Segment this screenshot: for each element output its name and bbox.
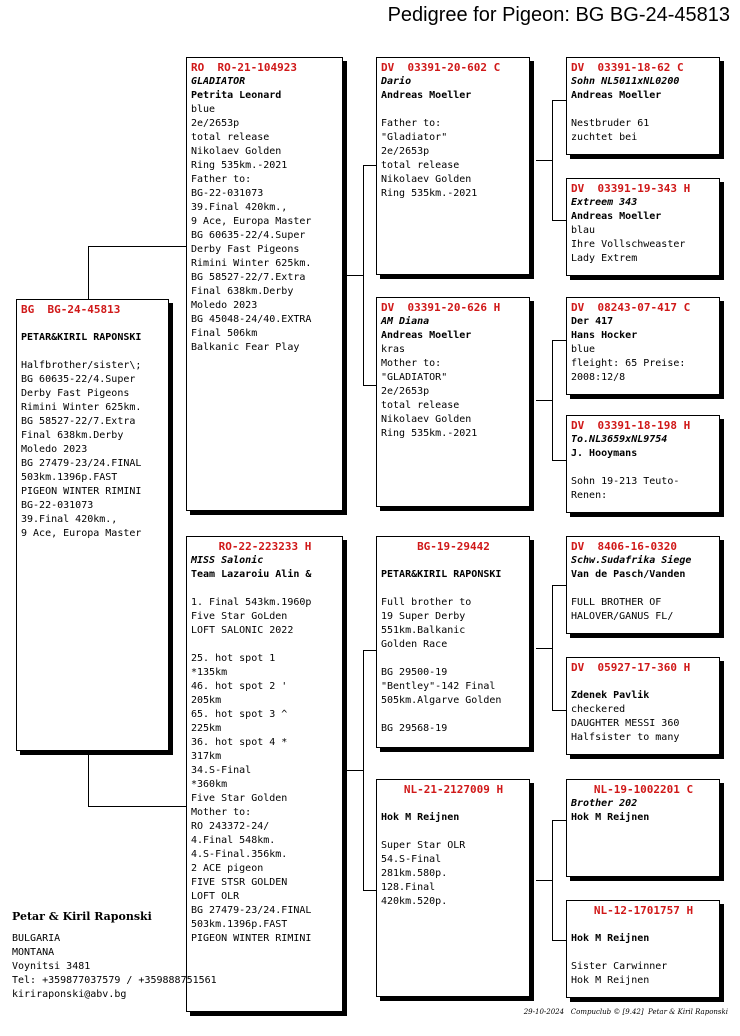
note-line: Sister Carwinner [571, 961, 668, 972]
breeder-name: Hok M Reijnen [571, 933, 650, 944]
note-line: Moledo 2023 [191, 300, 258, 311]
breeder-name: Van de Pasch/Vanden [571, 569, 686, 580]
breeder-name: Hans Hocker [571, 330, 638, 341]
note-line [571, 946, 716, 960]
note-line: checkered [571, 704, 626, 715]
great-grandparent-card[interactable] [566, 900, 720, 998]
great-grandparent-card[interactable] [566, 536, 720, 634]
note-line: BG-22-031073 [21, 500, 94, 511]
note-line [381, 582, 526, 596]
note-line: Ring 535km.-2021 [381, 428, 478, 439]
great-grandparent-card[interactable] [566, 57, 720, 155]
note-line: Nikolaev Golden [381, 414, 472, 425]
note-line: Final 638km.Derby [191, 286, 294, 297]
note-line: PIGEON WINTER RIMINI [21, 486, 142, 497]
note-line: 9 Ace, Europa Master [191, 216, 312, 227]
breeder-name: PETAR&KIRIL RAPONSKI [21, 332, 142, 343]
note-line: blue [571, 344, 596, 355]
note-line: MONTANA [12, 947, 55, 958]
connector [363, 890, 376, 891]
note-line: 4.Final 548km. [191, 835, 276, 846]
note-line: 34.S-Final [191, 765, 252, 776]
breeder-name: Petrita Leonard [191, 90, 282, 101]
note-line: 9 Ace, Europa Master [21, 528, 142, 539]
breeder-name: Andreas Moeller [571, 211, 662, 222]
note-line: BG-22-031073 [191, 188, 264, 199]
connector [536, 400, 552, 401]
note-line [571, 582, 716, 596]
pigeon-notes [381, 582, 526, 736]
grandfather-maternal-card[interactable] [376, 536, 530, 748]
great-grandparent-card[interactable] [566, 657, 720, 755]
note-line: total release [381, 160, 460, 171]
pigeon-notes [571, 224, 716, 266]
note-line: 420km.520p. [381, 896, 448, 907]
note-line [381, 825, 526, 839]
note-line: Nestbruder 61 [571, 118, 650, 129]
connector [345, 275, 363, 276]
note-line: 128.Final [381, 882, 436, 893]
note-line: Rimini Winter 625km. [191, 258, 312, 269]
note-line: PIGEON WINTER RIMINI [191, 933, 312, 944]
note-line: 2 ACE pigeon [191, 863, 264, 874]
note-line [21, 345, 165, 359]
pigeon-name: MISS Salonic [191, 555, 264, 566]
father-card[interactable] [186, 57, 343, 511]
note-line: Voynitsi 3481 [12, 961, 91, 972]
note-line: 225km [191, 723, 222, 734]
connector [88, 806, 188, 807]
connector [88, 754, 89, 806]
pigeon-name: GLADIATOR [191, 76, 246, 87]
note-line: Lady Extrem [571, 253, 638, 264]
ring-number: NL-21-2127009 H [403, 783, 504, 796]
note-line: RO 243372-24/ [191, 821, 270, 832]
note-line: BG 60635-22/4.Super [191, 230, 306, 241]
connector [552, 585, 553, 710]
pigeon-name: Schw.Sudafrika Siege [571, 555, 692, 566]
connector [552, 820, 566, 821]
breeder-name: Andreas Moeller [381, 90, 472, 101]
breeder-name: J. Hooymans [571, 448, 638, 459]
pigeon-name [571, 675, 716, 689]
note-line: 317km [191, 751, 222, 762]
breeder-name: Team Lazaroiu Alin & [191, 569, 312, 580]
note-line: Rimini Winter 625km. [21, 402, 142, 413]
pigeon-notes [571, 703, 716, 745]
connector [88, 246, 188, 247]
pigeon-name [571, 918, 716, 932]
note-line: BG 27479-23/24.FINAL [21, 458, 142, 469]
note-line: LOFT OLR [191, 891, 240, 902]
owner-address [12, 932, 217, 1002]
note-line: Golden Race [381, 639, 448, 650]
connector [552, 460, 566, 461]
note-line: "Bentley"-142 Final [381, 681, 496, 692]
note-line: Ihre Vollschweaster [571, 239, 686, 250]
owner-contact-block [12, 910, 217, 1002]
note-line: 39.Final 420km., [21, 514, 118, 525]
ring-number: DV 03391-20-602 C [381, 61, 501, 74]
pigeon-notes [21, 345, 165, 541]
note-line: LOFT SALONIC 2022 [191, 625, 294, 636]
footer-credit: 29-10-2024 Compuclub © [9.42] Petar & Kiril Raponski [523, 1008, 728, 1016]
note-line: Five Star Golden [191, 793, 288, 804]
pigeon-notes [191, 582, 339, 946]
note-line: 54.S-Final [381, 854, 442, 865]
note-line: 505km.Algarve Golden [381, 695, 502, 706]
note-line: Nikolaev Golden [191, 146, 282, 157]
note-line: DAUGHTER MESSI 360 [571, 718, 680, 729]
note-line: 25. hot spot 1 [191, 653, 276, 664]
note-line: kras [381, 344, 406, 355]
note-line: Renen: [571, 490, 608, 501]
page-title: Pedigree for Pigeon: BG BG-24-45813 [387, 4, 730, 26]
note-line: BG 27479-23/24.FINAL [191, 905, 312, 916]
note-line: 2e/2653p [191, 118, 240, 129]
note-line: Balkanic Fear Play [191, 342, 300, 353]
note-line [191, 638, 339, 652]
pigeon-notes [191, 103, 339, 355]
note-line [381, 708, 526, 722]
breeder-name: Zdenek Pavlik [571, 690, 650, 701]
pigeon-notes [381, 825, 526, 909]
connector [363, 650, 364, 890]
connector [552, 220, 566, 221]
ring-number: DV 03391-20-626 H [381, 301, 501, 314]
pigeon-name: Brother 202 [571, 798, 638, 809]
pigeon-notes [571, 582, 716, 624]
note-line: BG 29568-19 [381, 723, 448, 734]
note-line: Super Star OLR [381, 840, 466, 851]
note-line: 503km.1396p.FAST [191, 919, 288, 930]
note-line: zuchtet bei [571, 132, 638, 143]
note-line: Full brother to [381, 597, 472, 608]
great-grandparent-card[interactable] [566, 415, 720, 513]
owner-name: Petar & Kiril Raponski [12, 910, 152, 923]
note-line: Mother to: [191, 807, 252, 818]
pigeon-name: Extreem 343 [571, 197, 638, 208]
breeder-name: PETAR&KIRIL RAPONSKI [381, 569, 502, 580]
note-line: total release [191, 132, 270, 143]
note-line: 2008:12/8 [571, 372, 626, 383]
note-line: Ring 535km.-2021 [191, 160, 288, 171]
pigeon-notes [381, 343, 526, 441]
ring-number: DV 8406-16-0320 [571, 540, 677, 553]
ring-number: DV 08243-07-417 C [571, 301, 691, 314]
pigeon-notes [571, 461, 716, 503]
pigeon-name: Der 417 [571, 316, 614, 327]
pigeon-name: Dario [381, 76, 412, 87]
ring-number: DV 05927-17-360 H [571, 661, 691, 674]
connector [88, 246, 89, 302]
note-line: 551km.Balkanic [381, 625, 466, 636]
note-line: Nikolaev Golden [381, 174, 472, 185]
note-line: kiriraponski@abv.bg [12, 989, 127, 1000]
ring-number: BG BG-24-45813 [21, 303, 121, 316]
pigeon-notes [381, 103, 526, 201]
connector [536, 160, 552, 161]
note-line: BULGARIA [12, 933, 61, 944]
breeder-name: Hok M Reijnen [381, 812, 460, 823]
great-grandparent-card[interactable] [566, 178, 720, 276]
grandmother-paternal-card[interactable] [376, 297, 530, 507]
note-line: Hok M Reijnen [571, 975, 650, 986]
pigeon-name: AM Diana [381, 316, 430, 327]
note-line: Father to: [191, 174, 252, 185]
note-line: 1. Final 543km.1960p [191, 597, 312, 608]
connector [536, 880, 552, 881]
note-line: blue [191, 104, 216, 115]
note-line [191, 582, 339, 596]
breeder-name: Andreas Moeller [381, 330, 472, 341]
note-line: 205km [191, 695, 222, 706]
note-line: Derby Fast Pigeons [21, 388, 130, 399]
note-line: total release [381, 400, 460, 411]
note-line: Final 638km.Derby [21, 430, 124, 441]
note-line: *135km [191, 667, 228, 678]
note-line: "GLADIATOR" [381, 372, 448, 383]
connector [552, 100, 566, 101]
great-grandparent-card[interactable] [566, 779, 720, 877]
pigeon-name [381, 797, 526, 811]
ring-number: BG-19-29442 [417, 540, 490, 553]
ring-number: DV 03391-18-198 H [571, 419, 691, 432]
note-line: Father to: [381, 118, 442, 129]
pigeon-name: Sohn NL5011xNL0200 [571, 76, 680, 87]
ring-number: RO RO-21-104923 [191, 61, 297, 74]
pigeon-notes [571, 946, 716, 988]
note-line: Moledo 2023 [21, 444, 88, 455]
ring-number: NL-19-1002201 C [593, 783, 694, 796]
breeder-name: Hok M Reijnen [571, 812, 650, 823]
note-line: blau [571, 225, 596, 236]
pigeon-name [381, 554, 526, 568]
ring-number: NL-12-1701757 H [593, 904, 694, 917]
grandmother-maternal-card[interactable] [376, 779, 530, 997]
connector [363, 650, 376, 651]
connector [552, 585, 566, 586]
connector [552, 340, 566, 341]
note-line: Final 506km [191, 328, 258, 339]
connector [363, 165, 376, 166]
great-grandparent-card[interactable] [566, 297, 720, 395]
note-line: 36. hot spot 4 * [191, 737, 288, 748]
note-line: 65. hot spot 3 ^ [191, 709, 288, 720]
grandfather-paternal-card[interactable] [376, 57, 530, 275]
note-line: 2e/2653p [381, 386, 430, 397]
note-line: FULL BROTHER OF [571, 597, 662, 608]
note-line: HALOVER/GANUS FL/ [571, 611, 674, 622]
note-line: 19 Super Derby [381, 611, 466, 622]
connector [552, 340, 553, 460]
note-line: fleight: 65 Preise: [571, 358, 686, 369]
note-line: 503km.1396p.FAST [21, 472, 118, 483]
note-line [381, 103, 526, 117]
connector [363, 385, 376, 386]
note-line: *360km [191, 779, 228, 790]
connector [552, 820, 553, 940]
note-line: FIVE STSR GOLDEN [191, 877, 288, 888]
note-line: BG 60635-22/4.Super [21, 374, 136, 385]
note-line: BG 29500-19 [381, 667, 448, 678]
note-line: 281km.580p. [381, 868, 448, 879]
subject-pigeon-card[interactable] [16, 299, 169, 751]
note-line: Mother to: [381, 358, 442, 369]
note-line: 2e/2653p [381, 146, 430, 157]
note-line: Ring 535km.-2021 [381, 188, 478, 199]
note-line: BG 58527-22/7.Extra [191, 272, 306, 283]
note-line [571, 103, 716, 117]
breeder-name: Andreas Moeller [571, 90, 662, 101]
ring-number: DV 03391-18-62 C [571, 61, 684, 74]
note-line: Five Star GoLden [191, 611, 288, 622]
connector [552, 100, 553, 220]
note-line: Sohn 19-213 Teuto- [571, 476, 680, 487]
note-line: Derby Fast Pigeons [191, 244, 300, 255]
note-line: Halfsister to many [571, 732, 680, 743]
connector [363, 165, 364, 385]
note-line: BG 58527-22/7.Extra [21, 416, 136, 427]
pigeon-name: To.NL3659xNL9754 [571, 434, 668, 445]
note-line: 4.S-Final.356km. [191, 849, 288, 860]
pigeon-notes [571, 343, 716, 385]
note-line: Tel: +359877037579 / +359888751561 [12, 975, 217, 986]
note-line [381, 652, 526, 666]
connector [552, 710, 566, 711]
note-line: Halfbrother/sister\; [21, 360, 142, 371]
note-line: 46. hot spot 2 ' [191, 681, 288, 692]
note-line: BG 45048-24/40.EXTRA [191, 314, 312, 325]
connector [345, 770, 363, 771]
note-line [571, 461, 716, 475]
ring-number: RO-22-223233 H [218, 540, 312, 553]
note-line: "Gladiator" [381, 132, 448, 143]
ring-number: DV 03391-19-343 H [571, 182, 691, 195]
note-line: 39.Final 420km., [191, 202, 288, 213]
pigeon-notes [571, 103, 716, 145]
connector [552, 940, 566, 941]
connector [536, 648, 552, 649]
